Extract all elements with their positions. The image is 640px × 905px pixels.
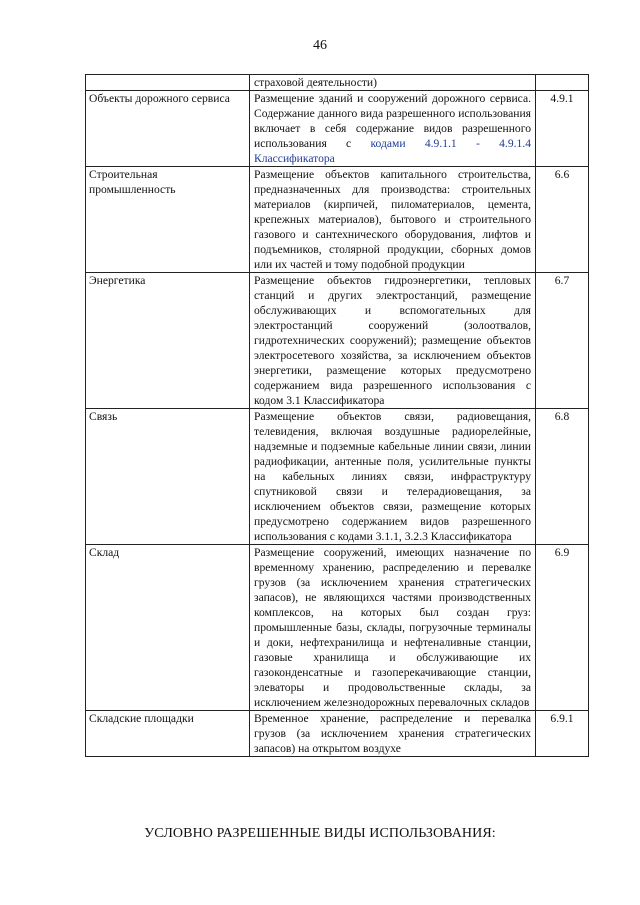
use-name-cell: Объекты дорожного сервиса (86, 91, 250, 167)
table-row (86, 167, 589, 273)
use-code-cell: 6.8 (536, 409, 589, 545)
use-code-cell (536, 75, 589, 91)
classifier-codes-link[interactable]: кодами 4.9.1.1 - 4.9.1.4 (370, 137, 532, 150)
description-text: Классификатора (254, 152, 335, 165)
use-name-cell: Строительная промышленность (86, 167, 250, 273)
use-name-cell (86, 75, 250, 91)
section-title: УСЛОВНО РАЗРЕШЕННЫЕ ВИДЫ ИСПОЛЬЗОВАНИЯ: (144, 826, 496, 841)
use-code-cell: 6.9.1 (536, 711, 589, 757)
land-use-table (85, 74, 589, 757)
description-text: Размещение зданий и сооружений дорожного сервиса. Содержание данного вида разрешенного использования включает в себя содержание видов разрешенного использования с (254, 92, 531, 150)
use-description-cell: Размещение объектов капитального строительства, предназначенных для производства: строительных материалов (кирпичей, пиломатериалов, цемента, крепежных материалов), бытового и строительного газового и сантехнического оборудования, лифтов и подъемников, столярной продукции, сборных домов или их частей и тому подобной продукции (250, 167, 536, 273)
table-row (86, 545, 589, 711)
table-row (86, 75, 589, 91)
use-name-cell: Склад (86, 545, 250, 711)
use-code-cell: 4.9.1 (536, 91, 589, 167)
table-row (86, 711, 589, 757)
table-row (86, 409, 589, 545)
page-number: 46 (313, 38, 327, 53)
use-description-cell (250, 91, 536, 167)
table-row (86, 91, 589, 167)
use-description-cell: страховой деятельности) (250, 75, 536, 91)
use-description-cell: Временное хранение, распределение и перевалка грузов (за исключением хранения стратегических запасов) на открытом воздухе (250, 711, 536, 757)
use-name-cell: Складские площадки (86, 711, 250, 757)
use-code-cell: 6.6 (536, 167, 589, 273)
use-description-cell: Размещение объектов связи, радиовещания, телевидения, включая воздушные радиорелейные, надземные и подземные кабельные линии связи, линии радиофикации, антенные поля, усилительные пункты на кабельных линиях связи, инфраструктуру спутниковой связи и телерадиовещания, за исключением объектов связи, размещение которых предусмотрено содержанием видов разрешенного использования с кодами 3.1.1, 3.2.3 Классификатора (250, 409, 536, 545)
table-row (86, 273, 589, 409)
use-name-cell: Связь (86, 409, 250, 545)
use-code-cell: 6.9 (536, 545, 589, 711)
use-description-cell: Размещение объектов гидроэнергетики, тепловых станций и других электростанций, размещение обслуживающих и вспомогательных для электростанций сооружений (золоотвалов, гидротехнических сооружений); размещение объектов электросетевого хозяйства, за исключением объектов энергетики, размещение которых предусмотрено содержанием вида разрешенного использования с кодом 3.1 Классификатора (250, 273, 536, 409)
use-name-cell: Энергетика (86, 273, 250, 409)
use-code-cell: 6.7 (536, 273, 589, 409)
use-description-cell: Размещение сооружений, имеющих назначение по временному хранению, распределению и перевалке грузов (за исключением хранения стратегических запасов), не являющихся частями производственных комплексов, на которых был создан груз: промышленные базы, склады, погрузочные терминалы и доки, нефтехранилища и нефтеналивные станции, газовые хранилища и обслуживающие их газоконденсатные и газоперекачивающие станции, элеваторы и продовольственные склады, за исключением железнодорожных перевалочных складов (250, 545, 536, 711)
